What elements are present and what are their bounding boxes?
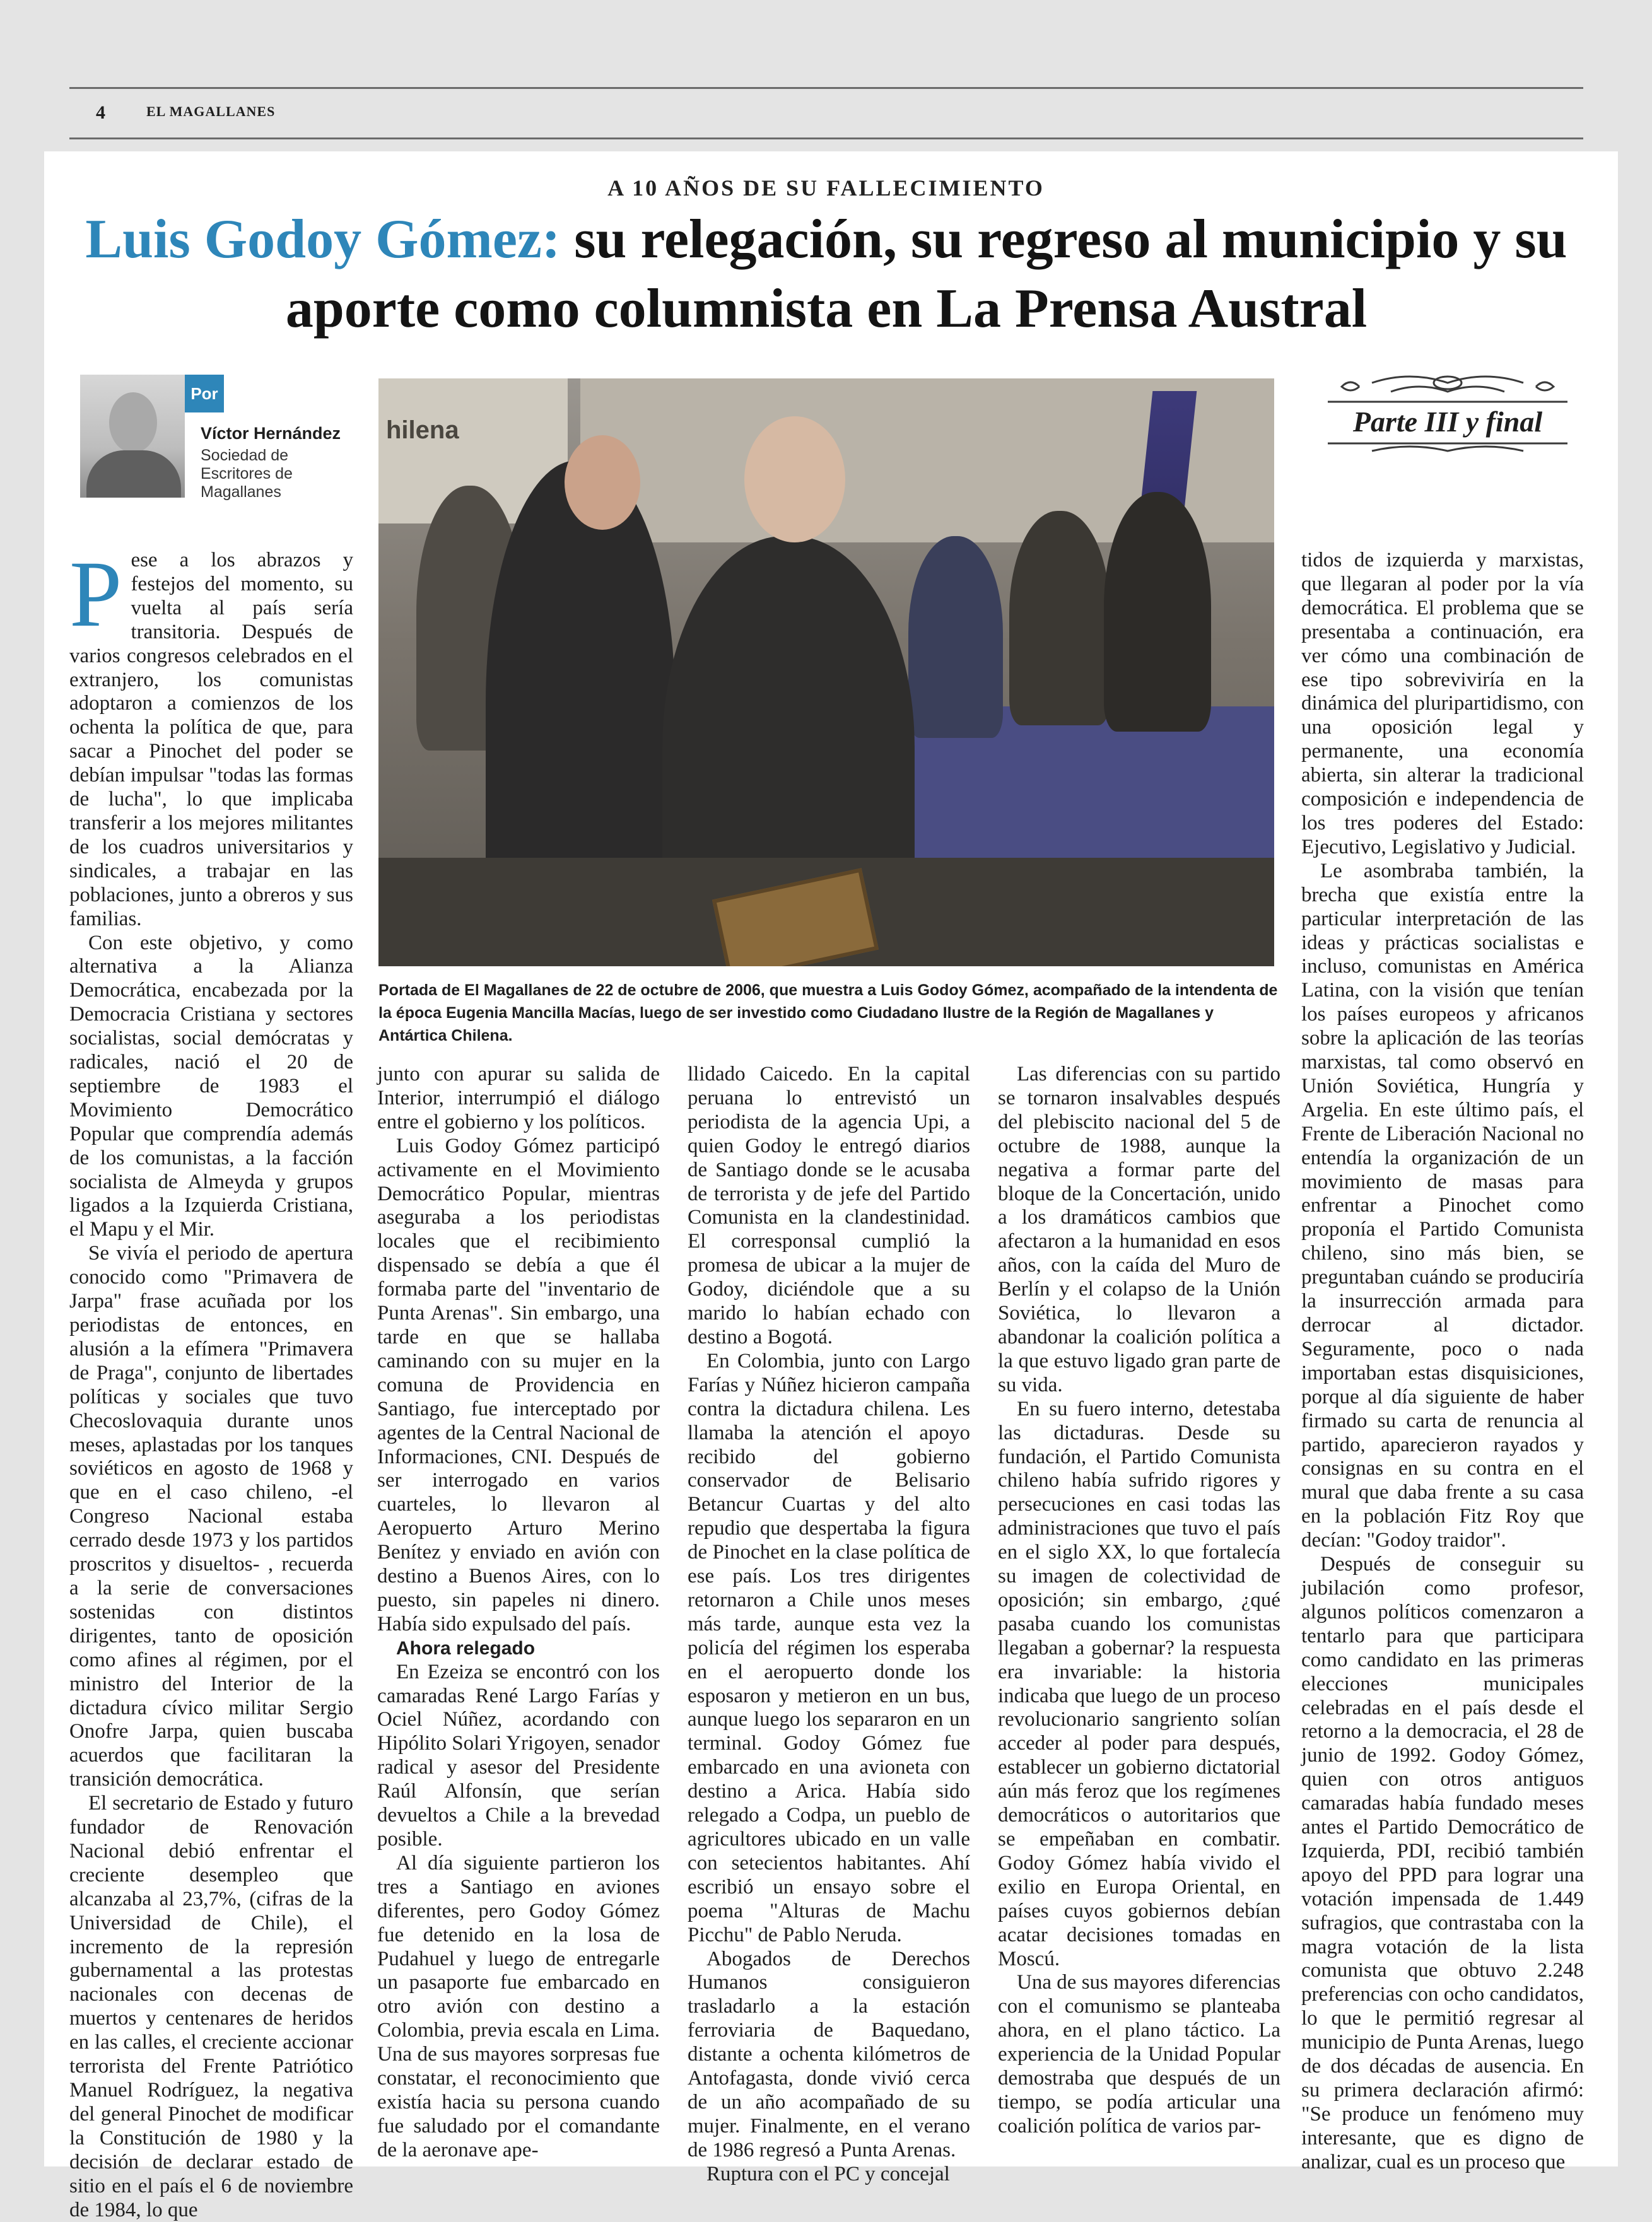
author-photo	[80, 375, 185, 498]
author-affiliation: Sociedad de Escritores de Magallanes	[201, 447, 293, 501]
page-number: 4	[96, 102, 105, 123]
paragraph: Luis Godoy Gómez participó activamente en el Movimiento Democrático Popular, mientras aseguraba a los periodistas locales que el recibimiento dispensado se debía a que él formaba parte del "inventario de Punta Arenas". Sin embargo, una tarde en que se hallaba caminando con su mujer en la comuna de Providencia en Santiago, fue interceptado por agentes de la Central Nacional de Informaciones, CNI. Después de ser interrogado en varios cuarteles, lo llevaron al Aeropuerto Arturo Merino Benítez y enviado en avión con destino a Buenos Aires, con lo puesto, sin papeles ni dinero. Había sido expulsado del país.	[377, 1134, 660, 1635]
paragraph: Ruptura con el PC y concejal	[706, 2162, 950, 2185]
paragraph: En Colombia, junto con Largo Farías y Núñez hicieron campaña contra la dictadura chilena. Les llamaba la atención el apoyo recibido del gobierno conservador de Belisario Betancur Cuartas y del alto repudio que despertaba la figura de Pinochet en la clase política de ese país. Los tres dirigentes retornaron a Chile unos meses más tarde, aunque esta vez la policía del régimen los esperaba en el aeropuerto donde los esposaron y metieron en un bus, aunque luego los separaron en un terminal. Godoy Gómez fue embarcado en una avioneta con destino a Arica. Había sido relegado a Codpa, un pueblo de agricultores ubicado en un valle con setecientos habitantes. Ahí escribió un ensayo sobre el poema "Alturas de Machu Picchu" de Pablo Neruda.	[688, 1349, 970, 1946]
byline-prefix-badge: Por	[185, 375, 224, 412]
headline-name: Luis Godoy Gómez:	[85, 209, 561, 270]
article-headline	[50, 205, 1602, 344]
paragraph-text: ese a los abrazos y festejos del momento, su vuelta al país sería transitoria. Después de varios congresos celebrados en el extranjero, los comunistas adoptaron a comienzos de los ochenta la política de que, para sacar a Pinochet del poder se debían impulsar "todas las formas de lucha", lo que implicaba transferir a los mejores militantes de los cuadros universitarios y sindicales, a trabajar en las poblaciones, junto a obreros y sus familias.	[69, 549, 353, 930]
paragraph: El secretario de Estado y futuro fundador de Renovación Nacional debió enfrentar el creciente desempleo que alcanzaba al 23,7%, (cifras de la Universidad de Chile), el incremento de la represión gubernamental a las protestas nacionales con decenas de muertos y centenares de heridos en las calles, el creciente accionar terrorista del Frente Patriótico Manuel Rodríguez, la negativa del general Pinochet de modificar la Constitución de 1980 y la decisión de declarar estado de sitio en el país el 6 de noviembre de 1984, lo que	[69, 1792, 353, 2221]
photo-person-bg-4	[1104, 492, 1211, 732]
paragraph: Una de sus mayores diferencias con el comunismo se planteaba ahora, en el plano táctico. La experiencia de la Unidad Popular demostraba que después de un tiempo, se podía articular una coalición política de varios par-	[998, 1971, 1280, 2137]
paragraph: tidos de izquierda y marxistas, que llegaran al poder por la vía democrática. El problema que se presentaba a continuación, era ver cómo una combinación de ese tipo sobreviviría en la dinámica del pluripartidismo, con una oposición legal y permanente, una economía abierta, sin alterar la tradicional composición e independencia de los tres poderes del Estado: Ejecutivo, Legislativo y Judicial.	[1301, 549, 1584, 858]
series-label: Parte III y final	[1352, 406, 1543, 438]
paragraph: llidado Caicedo. En la capital peruana lo entrevistó un periodista de la agencia Upi, a quien Godoy le entregó diarios de Santiago donde se le acusaba de terrorista y de jefe del Partido Comunista en la clandestinidad. El corresponsal cumplió la promesa de ubicar a la mujer de Godoy, diciéndole que a su marido lo habían echado con destino a Bogotá.	[688, 1063, 970, 1348]
paragraph: Se vivía el periodo de apertura conocido como "Primavera de Jarpa" frase acuñada por los periodistas de entonces, en alusión a la efímera "Primavera de Praga", conjunto de libertades políticas y sociales que tuvo Checoslovaquia durante unos meses, aplastadas por los tanques soviéticos en agosto de 1968 y que en el caso chileno, -el Congreso Nacional estaba cerrado desde 1973 y los partidos proscritos y disueltos- , recuerda a la serie de conversaciones sostenidas con distintos dirigentes, tanto de oposición como afines al régimen, por el ministro del Interior de la dictadura cívico militar Sergio Onofre Jarpa, quien buscaba acuerdos que facilitaran la transición democrática.	[69, 1242, 353, 1791]
article-column-1	[69, 542, 353, 2222]
author-name: Víctor Hernández	[201, 424, 341, 443]
article-column-3	[688, 1063, 970, 2187]
paragraph: Abogados de Derechos Humanos consiguieron trasladarlo a la estación ferroviaria de Baquedano, distante a ochenta kilómetros de Antofagasta, donde vivió cerca de un año acompañado de su mujer. Finalmente, en el verano de 1986 regresó a Punta Arenas.	[688, 1947, 970, 2161]
article-kicker: A 10 AÑOS DE SU FALLECIMIENTO	[607, 175, 1045, 201]
subhead-ahora-relegado: Ahora relegado	[396, 1637, 536, 1659]
photo-person-bg-2	[908, 536, 1003, 738]
author-photo-body	[86, 450, 181, 498]
paragraph: Le asombraba también, la brecha que existía entre la particular interpretación de las ideas y prácticas socialistas e incluso, comunistas en América Latina, con la visión que tenían los países europeos y africanos sobre la aplicación de las teorías marxistas, tal como observó en Unión Soviética, Hungría y Argelia. En este último país, el Frente de Liberación Nacional no entendía la organización de un movimiento de masas para enfrentar a Pinochet como proponía el Partido Comunista chileno, sino más bien, se preguntaban cuándo se produciría la insurrección armada para derrocar al dictador. Seguramente, poco o nada importaban estas disquisiciones, porque al día siguiente de haber firmado su carta de renuncia al partido, aparecieron rayados y consignas en su contra en el mural que daba frente a su casa en la población Fitz Roy que decían: "Godoy traidor".	[1301, 859, 1584, 1552]
photo-caption: Portada de El Magallanes de 22 de octubre de 2006, que muestra a Luis Godoy Gómez, acompañado de la intendenta de la época Eugenia Mancilla Macías, luego de ser investido como Ciudadano Ilustre de la Región de Magallanes y Antártica Chilena.	[378, 981, 1278, 1044]
article-column-2	[377, 1063, 660, 2163]
paragraph: Las diferencias con su partido se tornaron insalvables después del plebiscito nacional del 5 de octubre de 1988, aunque la negativa a formar parte del bloque de la Concertación, unido a los dramáticos cambios que afectaron a la humanidad en esos años, con la caída del Muro de Berlín y el colapso de la Unión Soviética, lo llevaron a abandonar la coalición política a la que estuvo ligado gran parte de su vida.	[998, 1063, 1280, 1396]
photo-person-bg-3	[1009, 511, 1110, 725]
article-photo	[378, 378, 1274, 966]
paragraph: En Ezeiza se encontró con los camaradas René Largo Farías y Ociel Núñez, acordando con Hipólito Solari Yrigoyen, senador radical y asesor del Presidente Raúl Alfonsín, que serían devueltos a Chile a la brevedad posible.	[377, 1660, 660, 1851]
author-photo-head	[109, 392, 157, 453]
drop-cap: P	[69, 542, 122, 646]
photo-banner-text: hilena	[386, 416, 459, 444]
running-header-bottom-rule	[69, 137, 1583, 139]
series-emblem	[1321, 369, 1574, 457]
photo-woman-face	[565, 435, 640, 530]
headline-rest: su relegación, su regreso al municipio y su aporte como columnista en La Prensa Austral	[285, 209, 1567, 339]
paragraph	[69, 542, 353, 932]
paragraph: Después de conseguir su jubilación como profesor, algunos políticos comenzaron a tentarlo para que participara como candidato en las primeras elecciones municipales celebradas en el país desde el retorno a la democracia, el 28 de junio de 1992. Godoy Gómez, quien con otros antiguos camaradas había fundado meses antes el Partido Democrático de Izquierda, PDI, recibió también apoyo del PPD para lograr una votación impensada de 1.449 sufragios, que contrastaba con la magra votación de la lista comunista que obtuvo 2.248 preferencias con ocho candidatos, lo que le permitió regresar al municipio de Punta Arenas, luego de dos décadas de ausencia. En su primera declaración afirmó: "Se produce un fenómeno muy interesante, que es digno de analizar, cual es un proceso que	[1301, 1553, 1584, 2173]
article-column-4	[998, 1063, 1280, 2139]
running-header-top-rule	[69, 87, 1583, 89]
paragraph: En su fuero interno, detestaba las dictaduras. Desde su fundación, el Partido Comunista chileno había sufrido rigores y persecuciones en casi todas las administraciones que tuvo el país en el siglo XX, lo que fortalecía su imagen de colectividad de oposición; sin embargo, ¿qué pasaba cuando los comunistas llegaban a gobernar? la respuesta era invariable: la historia indicaba que luego de un proceso revolucionario sangriento solían acceder al poder para después, establecer un gobierno dictatorial aún más feroz que los regímenes democráticos o autoritarios que se empeñaban en combatir. Godoy Gómez había vivido el exilio en Europa Oriental, en países cuyos gobiernos debían acatar decisiones tomadas en Moscú.	[998, 1397, 1280, 1970]
photo-man-face	[744, 416, 845, 542]
paragraph: junto con apurar su salida de Interior, interrumpió el diálogo entre el gobierno y los políticos.	[377, 1063, 660, 1133]
paragraph: Al día siguiente partieron los tres a Santiago en aviones diferentes, pero Godoy Gómez fue detenido en la losa de Pudahuel y luego de entregarle un pasaporte fue embarcado en otro avión con destino a Colombia, previa escala en Lima. Una de sus mayores sorpresas fue constatar, el reconocimiento que existía hacia su persona cuando fue saludado por el comandante de la aeronave ape-	[377, 1851, 660, 2161]
paragraph: Con este objetivo, y como alternativa a la Alianza Democrática, encabezada por la Democracia Cristiana y sectores socialistas, social demócratas y radicales, nació el 20 de septiembre de 1983 el Movimiento Democrático Popular que comprendía además de los comunistas, a la facción socialista de Almeyda y grupos ligados a la Izquierda Cristiana, el Mapu y el Mir.	[69, 931, 353, 1241]
publication-name: EL MAGALLANES	[146, 103, 276, 119]
article-column-5	[1301, 549, 1584, 2175]
